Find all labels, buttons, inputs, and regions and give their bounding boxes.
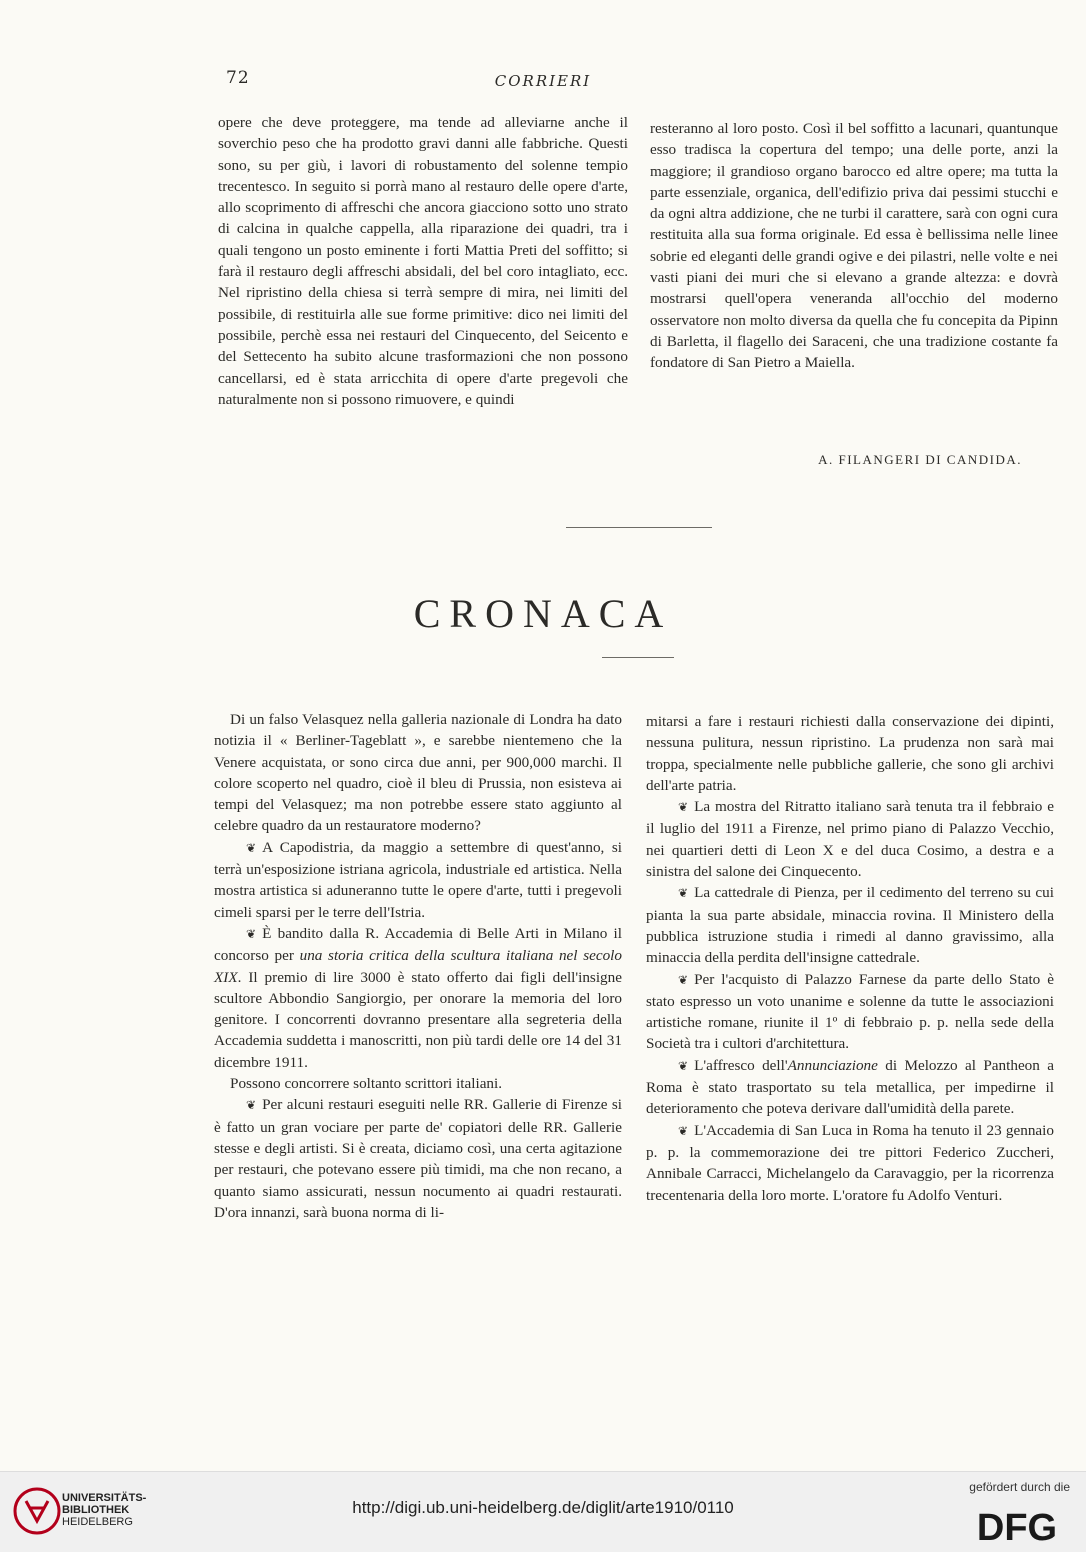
news-item: [214, 1073, 622, 1094]
flower-ornament-icon: ❦: [246, 926, 257, 941]
news-item: [646, 882, 1054, 968]
article-paragraph: resteranno al loro posto. Così il bel soffitto a lacunari, quantunque esso tradisca la copertura del tempo; una delle porte, anzi la maggiore; il grandioso organo barocco ed altre opere; ma tutta la parte essenziale, organica, dell'edifizio priva dai pessimi stucchi e da ogni altra addizione, che ne turbi il carattere, sarà con ogni cura restituita alla sua forma originale. Ed essa è bellissima nelle linee sobrie ed eleganti delle grandi ogive e dei pilastri, nelle volte e nei vasti piani dei muri che si elevano a grande altezza: e dovrà mostrarsi quell'opera veneranda all'occhio del moderno osservatore non molto diversa da quella che fu concepita da Pipinn di Barletta, il flagello dei Saraceni, che una tradizione costante fa fondatore di San Pietro a Maiella.: [650, 120, 1058, 372]
flower-ornament-icon: ❦: [678, 886, 689, 901]
news-item: [646, 711, 1054, 796]
news-text: A Capodistria, da maggio a settembre di quest'anno, si terrà un'esposizione istriana agricola, industriale ed artistica. Nella mostra artistica si aduneranno tutte le opere d'arte, tutti i pregevoli cimeli sparsi per le terre dell'Istria.: [214, 838, 622, 921]
news-item: [214, 1094, 622, 1223]
dfg-logo-icon: [964, 1506, 1070, 1546]
section-title: CRONACA: [413, 591, 673, 636]
cronaca-column-right: [646, 711, 1054, 1206]
news-item: [214, 709, 622, 837]
permalink-url[interactable]: http://digi.ub.uni-heidelberg.de/diglit/arte1910/0110: [352, 1498, 734, 1517]
news-text: È bandito dalla R. Accademia di Belle Arti in Milano il concorso per: [214, 924, 622, 965]
news-title-italic: Annunciazione: [787, 1056, 878, 1074]
article-column-left: [218, 112, 628, 410]
cronaca-column-left: [214, 709, 622, 1223]
news-text: La mostra del Ritratto italiano sarà tenuta tra il febbraio e il luglio del 1911 a Firenze, nel primo piano di Palazzo Vecchio, nei quartieri detti di Leon X e del duca Cosimo, a destra e a sinistra del salone dei Cinquecento.: [646, 798, 1054, 881]
running-head: [0, 68, 1086, 94]
news-text: di Melozzo al Pantheon a Roma è stato trasportato su tela metallica, per impedirne il deterioramento che poteva derivare dall'umidità della parete.: [646, 1056, 1054, 1118]
page-number: 72: [226, 68, 250, 88]
digitization-footer: [0, 1471, 1086, 1552]
flower-ornament-icon: ❦: [678, 972, 689, 987]
news-item: [646, 1120, 1054, 1206]
funding-credit: gefördert durch die: [969, 1480, 1070, 1494]
dfg-logo-text: DFG: [976, 1507, 1058, 1546]
news-item: [646, 1055, 1054, 1120]
section-divider-bottom: [602, 657, 674, 658]
article-paragraph: opere che deve proteggere, ma tende ad alleviarne anche il soverchio peso che ha prodotto gravi danni alle fabbriche. Questi sono, su per giù, i lavori di robustamento del solenne tempio trecentesco. In seguito si porrà mano al restauro delle opere d'arte, allo scoprimento di affreschi che ancora giacciono sotto uno strato di calcina in qualche cappella, alla riparazione dei quadri, tra i quali tengono un posto eminente i forti Mattia Preti del soffitto; si farà il restauro degli affreschi absidali, del bel coro intagliato, ecc. Nel ripristino della chiesa si terrà sempre di mira, nei limiti del possibile, di restituirla alle sue forme primitive: dico nei limiti del possibile, perchè essa nei restauri del Cinquecento, del Seicento e del Settecento ha subito alcune trasformazioni che non possono cancellarsi, ed è stata arricchita di opere d'arte pregevoli che naturalmente non si possono rimuovere, e quindi: [218, 114, 628, 408]
article-column-right: [650, 118, 1058, 374]
news-item: [214, 837, 622, 923]
news-text: La cattedrale di Pienza, per il cedimento del terreno su cui pianta la sua parte absidale, minaccia rovina. Il Ministero della pubblica istruzione studia i rimedi al danno gravissimo, alla minaccia della perdita dell'insigne cattedrale.: [646, 884, 1054, 967]
news-text: Di un falso Velasquez nella galleria nazionale di Londra ha dato notizia il « Berliner-Tageblatt », e sarebbe nientemeno che la Venere acquistata, or sono circa due anni, per 900,000 marchi. Il colore scoperto nel quadro, cioè il bleu di Prussia, non esisteva ai tempi del Velasquez; ma non potrebbe essere stato aggiunto al celebre quadro da un restauratore moderno?: [214, 711, 622, 835]
author-signature: A. FILANGERI DI CANDIDA.: [818, 452, 1022, 467]
library-name-line: HEIDELBERG: [62, 1516, 133, 1528]
flower-ornament-icon: ❦: [246, 1098, 257, 1113]
news-text: . Il premio di lire 3000 è stato offerto dai figli dell'insigne scultore Abbondio Sangiorgio, per onorare la memoria del loro genitore. I concorrenti dovranno presentare alla segreteria della Accademia suddetta i manoscritti, non più tardi delle ore 14 del 31 dicembre 1911.: [214, 968, 622, 1071]
news-item: [646, 796, 1054, 882]
news-item: [646, 969, 1054, 1055]
flower-ornament-icon: ❦: [678, 1058, 689, 1073]
section-divider-top: [566, 527, 712, 528]
flower-ornament-icon: ❦: [246, 840, 257, 855]
library-name-line: BIBLIOTHEK: [62, 1504, 130, 1516]
flower-ornament-icon: ❦: [678, 1123, 689, 1138]
flower-ornament-icon: ❦: [678, 800, 689, 815]
news-item: [214, 923, 622, 1073]
running-title: CORRIERI: [494, 72, 592, 90]
news-text: L'Accademia di San Luca in Roma ha tenuto il 23 gennaio p. p. la commemorazione dei tre pittori Federico Zuccheri, Annibale Carracci, Michelangelo da Caravaggio, per la ricorrenza trecentenaria della loro morte. L'oratore fu Adolfo Venturi.: [646, 1121, 1054, 1204]
news-text: Possono concorrere soltanto scrittori italiani.: [230, 1075, 503, 1093]
news-text: L'affresco dell': [694, 1056, 788, 1074]
news-title-italic: una storia critica della scultura italiana nel secolo XIX: [214, 947, 622, 986]
library-name-line: UNIVERSITÄTS-: [62, 1492, 147, 1504]
news-text: mitarsi a fare i restauri richiesti dalla conservazione dei dipinti, nessuna pulitura, nessun ripristino. La prudenza non sarà mai troppa, specialmente nelle pubbliche gallerie, che sono gli archivi dell'arte patria.: [646, 713, 1054, 794]
news-text: Per alcuni restauri eseguiti nelle RR. Gallerie di Firenze si è fatto un gran vociare per parte de' copiatori delle RR. Gallerie stesse e degli artisti. Si è creata, diciamo così, una certa agitazione per restauri, che potevano essere più timidi, ma che non recano, a quanto siamo assicurati, nessun nocumento ai quadri restaurati. D'ora innanzi, sarà buona norma di li-: [214, 1096, 622, 1221]
news-text: Per l'acquisto di Palazzo Farnese da parte dello Stato è stato espresso un voto unanime e solenne da tutte le associazioni artistiche romane, riunite il 1º di febbraio p. p. nella sede della Società tra i cultori d'architettura.: [646, 970, 1054, 1053]
